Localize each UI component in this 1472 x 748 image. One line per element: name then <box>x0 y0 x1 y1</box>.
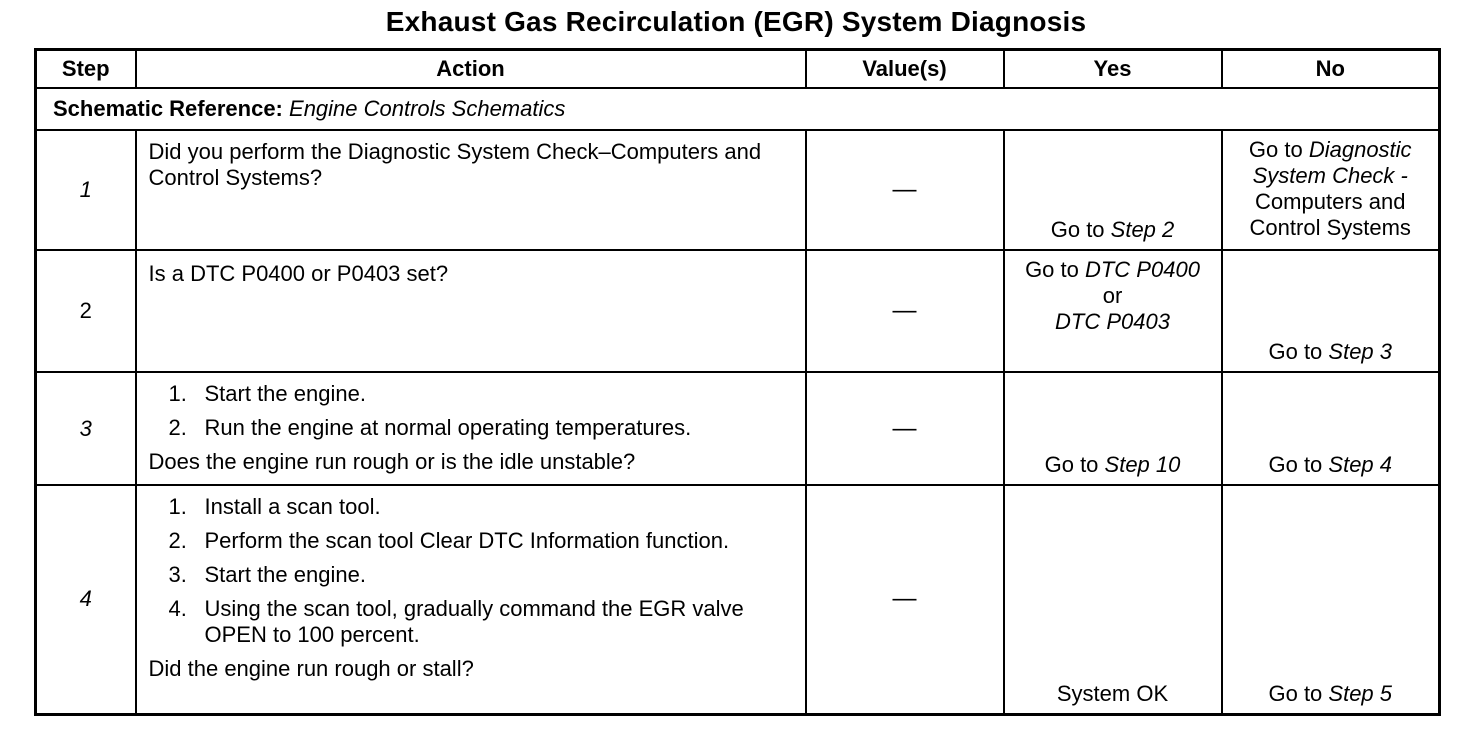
yes-cell <box>1004 372 1222 485</box>
action-text: Did you perform the Diagnostic System Check–Computers and Control Systems? <box>136 130 806 250</box>
action-question: Does the engine run rough or is the idle unstable? <box>148 449 636 474</box>
goto-prefix: Go to <box>1268 339 1329 364</box>
no-goto[interactable] <box>1223 131 1439 241</box>
header-row <box>36 50 1440 89</box>
header-action: Action <box>136 50 806 89</box>
header-yes: Yes <box>1004 50 1222 89</box>
table-row <box>36 372 1440 485</box>
value-cell: — <box>806 372 1004 485</box>
value-cell: — <box>806 130 1004 250</box>
header-no: No <box>1222 50 1440 89</box>
action-text: Is a DTC P0400 or P0403 set? <box>136 250 806 372</box>
schematic-reference-link[interactable]: Engine Controls Schematics <box>289 96 566 121</box>
no-cell <box>1222 372 1440 485</box>
yes-goto[interactable] <box>1005 217 1221 243</box>
yes-cell <box>1004 485 1222 714</box>
step-number: 2 <box>36 250 136 372</box>
goto-or: or <box>1102 283 1123 308</box>
no-cell <box>1222 250 1440 372</box>
table-row <box>36 130 1440 250</box>
goto-prefix: Go to <box>1044 452 1105 477</box>
action-steps <box>149 494 795 648</box>
goto-target: Step 2 <box>1110 217 1175 242</box>
goto-prefix: Go to <box>1268 452 1329 477</box>
goto-prefix: Go to <box>1248 137 1309 162</box>
goto-suffix: Computers and Control Systems <box>1249 189 1411 240</box>
action-step: 4. Using the scan tool, gradually command the EGR valve OPEN to 100 percent. <box>168 596 744 647</box>
value-cell: — <box>806 485 1004 714</box>
yes-goto[interactable] <box>1005 251 1221 335</box>
action-step: 1. Start the engine. <box>168 381 366 406</box>
goto-target: Step 4 <box>1328 452 1393 477</box>
action-cell <box>136 372 806 485</box>
action-step: 3. Start the engine. <box>168 562 366 587</box>
action-question: Did the engine run rough or stall? <box>148 656 474 681</box>
schematic-reference-label: Schematic Reference: <box>53 96 283 121</box>
yes-goto[interactable] <box>1005 452 1221 478</box>
header-values: Value(s) <box>806 50 1004 89</box>
step-number: 4 <box>36 485 136 714</box>
egr-diagnosis-table <box>34 48 1441 716</box>
action-steps <box>149 381 795 441</box>
goto-prefix: Go to <box>1025 257 1085 282</box>
table-row <box>36 250 1440 372</box>
schematic-reference <box>36 88 1440 130</box>
step-number: 1 <box>36 130 136 250</box>
yes-cell <box>1004 130 1222 250</box>
no-goto[interactable] <box>1223 452 1439 478</box>
goto-prefix: Go to <box>1050 217 1111 242</box>
goto-target-2: DTC P0403 <box>1055 309 1170 334</box>
no-goto[interactable] <box>1223 339 1439 365</box>
yes-cell <box>1004 250 1222 372</box>
goto-target: Step 5 <box>1328 680 1393 706</box>
header-step: Step <box>36 50 136 89</box>
action-step: 2. Run the engine at normal operating temperatures. <box>168 415 692 440</box>
value-cell: — <box>806 250 1004 372</box>
no-cell <box>1222 130 1440 250</box>
step-number: 3 <box>36 372 136 485</box>
action-step: 1. Install a scan tool. <box>168 494 381 519</box>
table-row <box>36 485 1440 714</box>
action-cell <box>136 485 806 714</box>
goto-target: Step 3 <box>1328 339 1393 364</box>
goto-target: DTC P0400 <box>1084 257 1200 282</box>
document-title: Exhaust Gas Recirculation (EGR) System Diagnosis <box>385 6 1087 37</box>
goto-prefix: Go to <box>1268 680 1329 706</box>
no-goto[interactable] <box>1223 681 1439 707</box>
action-step: 2. Perform the scan tool Clear DTC Information function. <box>168 528 730 553</box>
no-cell <box>1222 485 1440 714</box>
yes-result: System OK <box>1056 680 1169 706</box>
goto-target: Diagnostic System Check - <box>1252 137 1412 188</box>
schematic-reference-row <box>36 88 1440 130</box>
goto-target: Step 10 <box>1104 452 1181 477</box>
